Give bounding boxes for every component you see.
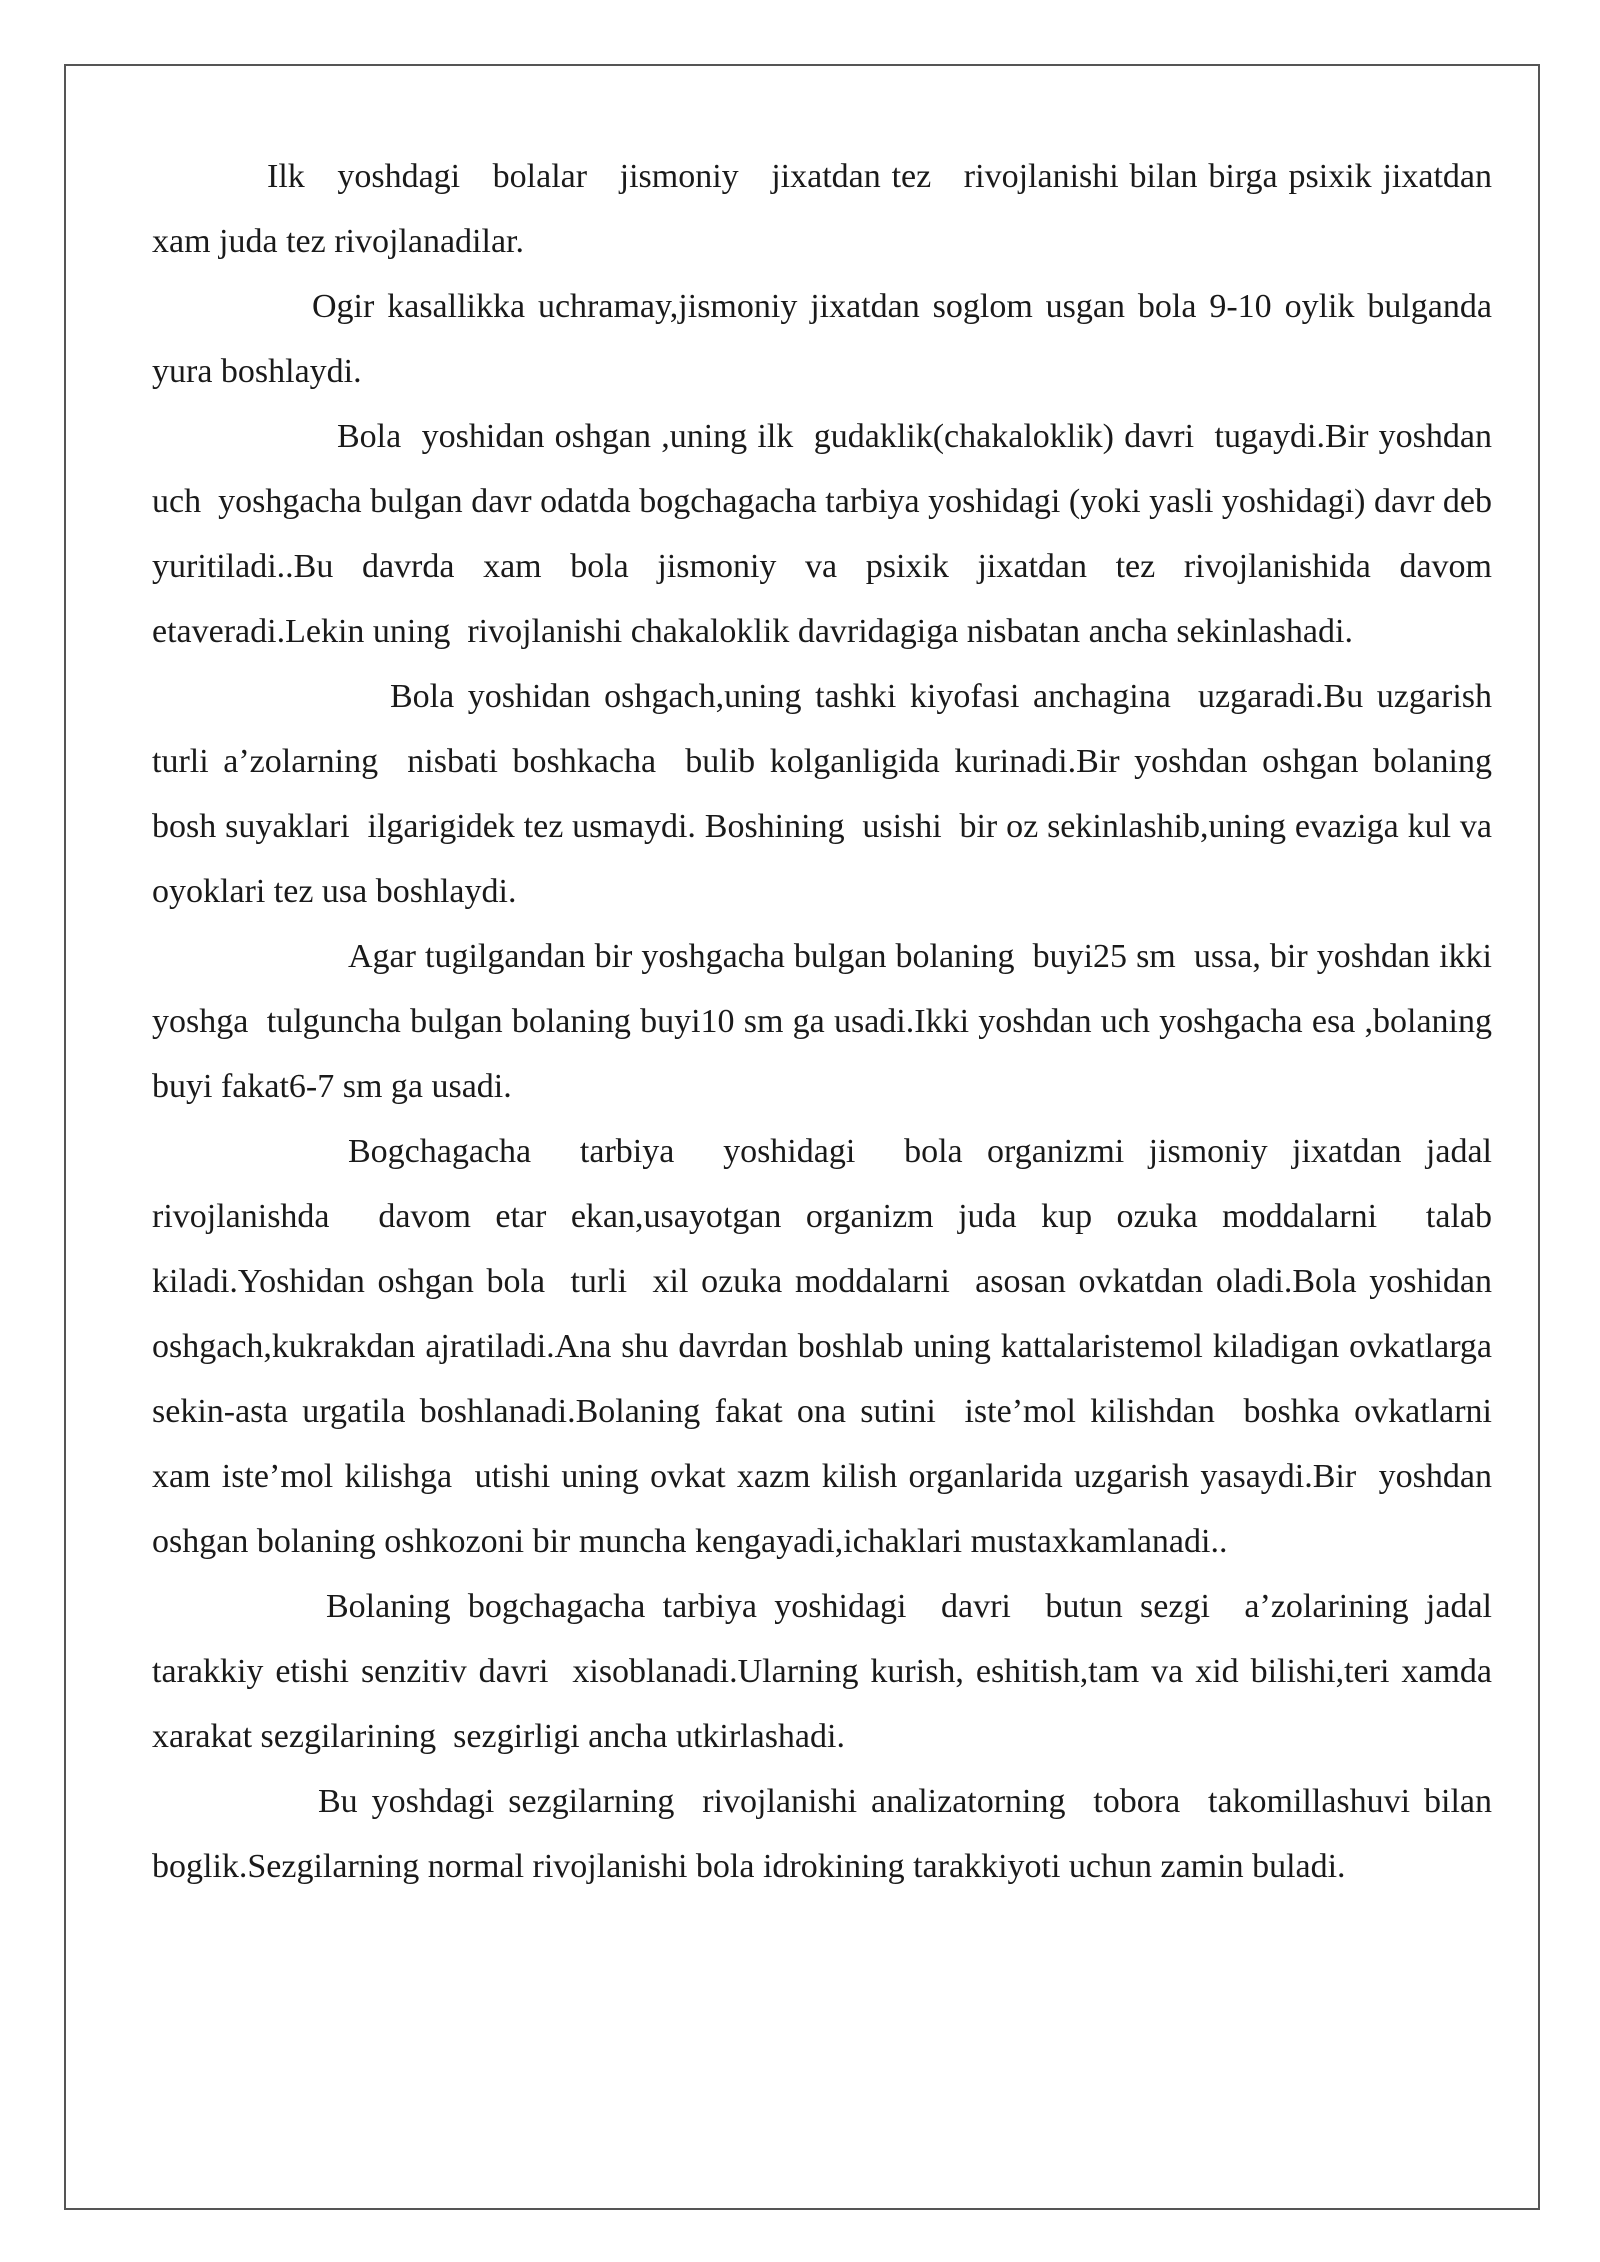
paragraph-3: Bola yoshidan oshgan ,uning ilk gudaklik(chakaloklik) davri tugaydi.Bir yoshdan uch yoshgacha bulgan davr odatda bogchagacha tarbiya yoshidagi (yoki yasli yoshidagi) davr deb yuritiladi..Bu davrda xam bola jismoniy va psixik jixatdan tez rivojlanishida davom etaveradi.Lekin uning rivojlanishi chakaloklik davridagiga nisbatan ancha sekinlashadi. [152, 418, 1501, 650]
paragraph-4: Bola yoshidan oshgach,uning tashki kiyofasi anchagina uzgaradi.Bu uzgarish turli a’zolarning nisbati boshkacha bulib kolganligida kurinadi.Bir yoshdan oshgan bolaning bosh suyaklari ilgarigidek tez usmaydi. Boshining usishi bir oz sekinlashib,uning evaziga kul va oyoklari tez usa boshlaydi. [152, 678, 1501, 910]
paragraph-8: Bu yoshdagi sezgilarning rivojlanishi analizatorning tobora takomillashuvi bilan boglik.Sezgilarning normal rivojlanishi bola idrokining tarakkiyoti uchun zamin buladi. [152, 1783, 1501, 1885]
paragraph-2: Ogir kasallikka uchramay,jismoniy jixatdan soglom usgan bola 9-10 oylik bulganda yura boshlaydi. [152, 288, 1509, 390]
paragraph-7: Bolaning bogchagacha tarbiya yoshidagi davri butun sezgi a’zolarining jadal tarakkiy etishi senzitiv davri xisoblanadi.Ularning kurish, eshitish,tam va xid bilishi,teri xamda xarakat sezgilarining sezgirligi ancha utkirlashadi. [152, 1588, 1501, 1755]
paragraph-5: Agar tugilgandan bir yoshgacha bulgan bolaning buyi25 sm ussa, bir yoshdan ikki yoshga tulguncha bulgan bolaning buyi10 sm ga usadi.Ikki yoshdan uch yoshgacha esa ,bolaning buyi fakat6-7 sm ga usadi. [152, 938, 1509, 1105]
document-body [152, 144, 1509, 1899]
paragraph-6: Bogchagacha tarbiya yoshidagi bola organizmi jismoniy jixatdan jadal rivojlanishda davom etar ekan,usayotgan organizm juda kup ozuka moddalarni talab kiladi.Yoshidan oshgan bola turli xil ozuka moddalarni asosan ovkatdan oladi.Bola yoshidan oshgach,kukrakdan ajratiladi.Ana shu davrdan boshlab uning kattalaristemol kiladigan ovkatlarga sekin-asta urgatila boshlanadi.Bolaning fakat ona sutini iste’mol kilishdan boshka ovkatlarni xam iste’mol kilishga utishi uning ovkat xazm kilish organlarida uzgarish yasaydi.Bir yoshdan oshgan bolaning oshkozoni bir muncha kengayadi,ichaklari mustaxkamlanadi.. [152, 1133, 1509, 1560]
paragraph-1: Ilk yoshdagi bolalar jismoniy jixatdan tez rivojlanishi bilan birga psixik jixatdan xam juda tez rivojlanadilar. [152, 158, 1501, 260]
